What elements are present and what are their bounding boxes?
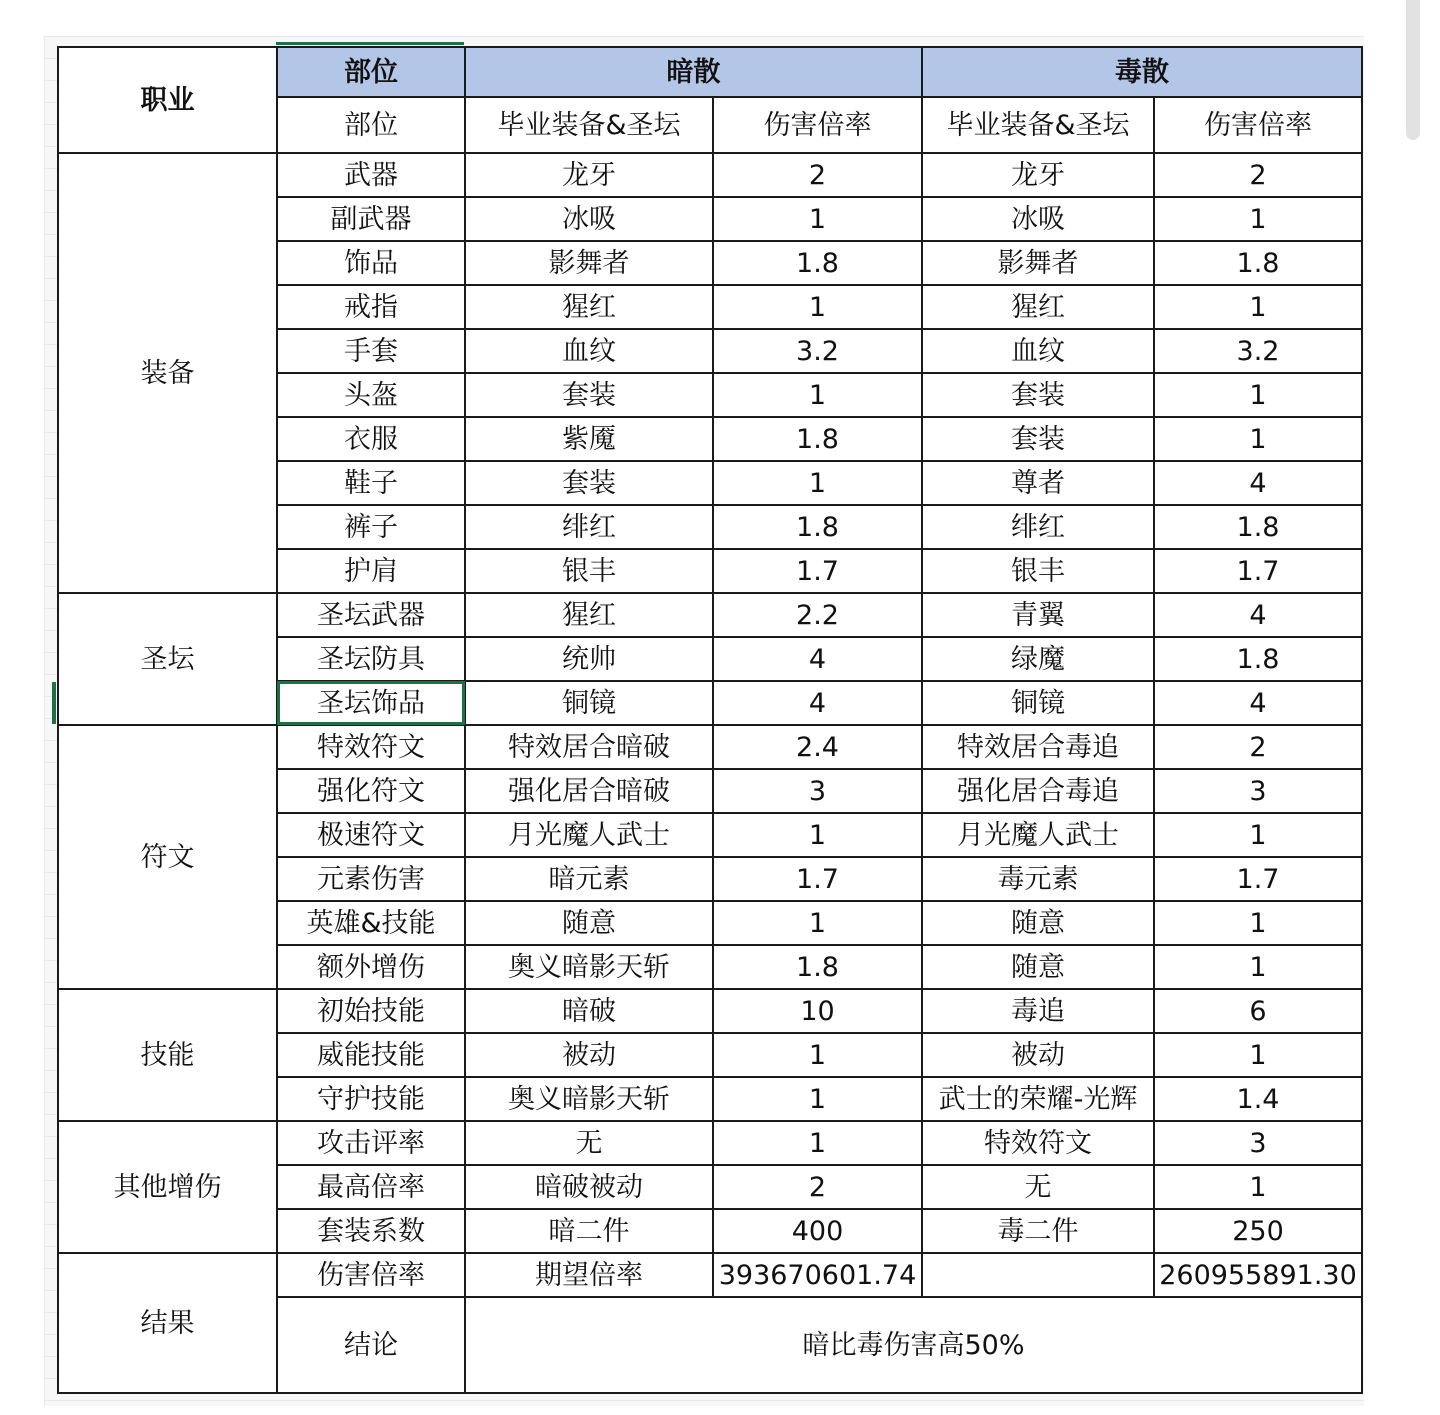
build-a-rate-cell[interactable]: 4 (713, 681, 922, 725)
build-b-rate-cell[interactable]: 1.7 (1154, 857, 1362, 901)
slot-cell[interactable]: 副武器 (277, 197, 465, 241)
build-a-gear-cell[interactable]: 龙牙 (465, 153, 713, 197)
build-a-gear-cell[interactable]: 影舞者 (465, 241, 713, 285)
selection-column-indicator (276, 42, 464, 45)
slot-cell[interactable]: 圣坛武器 (277, 593, 465, 637)
result-conclusion-slot[interactable]: 结论 (277, 1297, 465, 1393)
build-a-rate-cell[interactable]: 10 (713, 989, 922, 1033)
build-a-rate-cell[interactable]: 3.2 (713, 329, 922, 373)
result-rate-label[interactable]: 期望倍率 (465, 1253, 713, 1297)
build-b-gear-cell[interactable]: 套装 (922, 417, 1154, 461)
comparison-table (57, 46, 1363, 1394)
result-rate-a[interactable]: 393670601.74 (713, 1253, 922, 1297)
build-b-rate-cell[interactable]: 1 (1154, 417, 1362, 461)
slot-cell[interactable]: 圣坛饰品 (277, 681, 465, 725)
slot-cell[interactable]: 头盔 (277, 373, 465, 417)
slot-cell[interactable]: 套装系数 (277, 1209, 465, 1253)
result-label[interactable]: 结果 (58, 1253, 277, 1393)
result-rate-slot[interactable]: 伤害倍率 (277, 1253, 465, 1297)
table-row (58, 1121, 1362, 1165)
table-row (58, 593, 1362, 637)
group-label[interactable]: 圣坛 (58, 593, 277, 725)
build-b-gear-cell[interactable]: 被动 (922, 1033, 1154, 1077)
build-b-gear-cell[interactable]: 绿魔 (922, 637, 1154, 681)
build-a-rate-cell[interactable]: 1 (713, 1077, 922, 1121)
vertical-scrollbar[interactable] (1406, 0, 1420, 140)
build-a-gear-cell[interactable]: 暗二件 (465, 1209, 713, 1253)
subheader-a-rate[interactable]: 伤害倍率 (713, 97, 922, 153)
slot-cell[interactable]: 护肩 (277, 549, 465, 593)
build-b-rate-cell[interactable]: 1.4 (1154, 1077, 1362, 1121)
build-b-gear-cell[interactable]: 随意 (922, 945, 1154, 989)
build-b-gear-cell[interactable]: 猩红 (922, 285, 1154, 329)
build-a-rate-cell[interactable]: 1 (713, 1033, 922, 1077)
header-build-a[interactable]: 暗散 (465, 47, 922, 97)
header-slot[interactable]: 部位 (277, 47, 465, 97)
selection-row-indicator (52, 682, 56, 724)
slot-cell[interactable]: 衣服 (277, 417, 465, 461)
build-b-rate-cell[interactable]: 1 (1154, 945, 1362, 989)
header-profession[interactable]: 职业 (58, 47, 277, 153)
build-b-gear-cell[interactable]: 龙牙 (922, 153, 1154, 197)
slot-cell[interactable]: 攻击评率 (277, 1121, 465, 1165)
build-a-rate-cell[interactable]: 2.2 (713, 593, 922, 637)
build-a-gear-cell[interactable]: 暗破被动 (465, 1165, 713, 1209)
build-b-gear-cell[interactable]: 绯红 (922, 505, 1154, 549)
build-a-gear-cell[interactable]: 猩红 (465, 285, 713, 329)
build-b-gear-cell[interactable]: 套装 (922, 373, 1154, 417)
result-rate-b[interactable]: 260955891.30 (1154, 1253, 1362, 1297)
build-b-rate-cell[interactable]: 2 (1154, 153, 1362, 197)
build-b-rate-cell[interactable]: 1 (1154, 1033, 1362, 1077)
build-b-rate-cell[interactable]: 1.8 (1154, 505, 1362, 549)
build-a-rate-cell[interactable]: 1 (713, 813, 922, 857)
build-a-rate-cell[interactable]: 1 (713, 373, 922, 417)
build-b-gear-cell[interactable]: 影舞者 (922, 241, 1154, 285)
build-a-gear-cell[interactable]: 特效居合暗破 (465, 725, 713, 769)
build-a-rate-cell[interactable]: 1.8 (713, 241, 922, 285)
build-b-rate-cell[interactable]: 1 (1154, 813, 1362, 857)
build-b-rate-cell[interactable]: 3 (1154, 769, 1362, 813)
build-a-rate-cell[interactable]: 1.7 (713, 857, 922, 901)
build-a-gear-cell[interactable]: 无 (465, 1121, 713, 1165)
build-a-gear-cell[interactable]: 被动 (465, 1033, 713, 1077)
build-a-gear-cell[interactable]: 随意 (465, 901, 713, 945)
build-b-gear-cell[interactable]: 月光魔人武士 (922, 813, 1154, 857)
build-b-gear-cell[interactable]: 冰吸 (922, 197, 1154, 241)
build-a-rate-cell[interactable]: 2.4 (713, 725, 922, 769)
build-a-gear-cell[interactable]: 绯红 (465, 505, 713, 549)
build-a-gear-cell[interactable]: 猩红 (465, 593, 713, 637)
build-b-rate-cell[interactable]: 4 (1154, 681, 1362, 725)
slot-cell[interactable]: 额外增伤 (277, 945, 465, 989)
build-b-gear-cell[interactable]: 毒元素 (922, 857, 1154, 901)
build-a-rate-cell[interactable]: 400 (713, 1209, 922, 1253)
build-b-rate-cell[interactable]: 1 (1154, 901, 1362, 945)
group-label[interactable]: 符文 (58, 725, 277, 989)
build-b-gear-cell[interactable]: 血纹 (922, 329, 1154, 373)
build-b-gear-cell[interactable]: 特效居合毒追 (922, 725, 1154, 769)
build-a-rate-cell[interactable]: 2 (713, 1165, 922, 1209)
result-rate-row (58, 1253, 1362, 1297)
build-b-gear-cell[interactable]: 毒追 (922, 989, 1154, 1033)
build-a-rate-cell[interactable]: 1 (713, 197, 922, 241)
build-b-rate-cell[interactable]: 1.8 (1154, 241, 1362, 285)
slot-cell[interactable]: 英雄&技能 (277, 901, 465, 945)
build-a-rate-cell[interactable]: 1.8 (713, 417, 922, 461)
slot-cell[interactable]: 守护技能 (277, 1077, 465, 1121)
build-b-gear-cell[interactable]: 青翼 (922, 593, 1154, 637)
build-b-gear-cell[interactable]: 无 (922, 1165, 1154, 1209)
slot-cell[interactable]: 特效符文 (277, 725, 465, 769)
build-a-gear-cell[interactable]: 统帅 (465, 637, 713, 681)
result-rate-b-gear[interactable] (922, 1253, 1154, 1297)
slot-cell[interactable]: 强化符文 (277, 769, 465, 813)
build-a-gear-cell[interactable]: 暗破 (465, 989, 713, 1033)
build-b-rate-cell[interactable]: 1.7 (1154, 549, 1362, 593)
table-row (58, 989, 1362, 1033)
result-conclusion[interactable]: 暗比毒伤害高50% (465, 1297, 1362, 1393)
table-row (58, 725, 1362, 769)
group-label[interactable]: 技能 (58, 989, 277, 1121)
build-a-gear-cell[interactable]: 暗元素 (465, 857, 713, 901)
build-b-rate-cell[interactable]: 1 (1154, 285, 1362, 329)
build-a-gear-cell[interactable]: 套装 (465, 461, 713, 505)
build-a-gear-cell[interactable]: 套装 (465, 373, 713, 417)
slot-cell[interactable]: 戒指 (277, 285, 465, 329)
build-b-rate-cell[interactable]: 6 (1154, 989, 1362, 1033)
build-a-gear-cell[interactable]: 铜镜 (465, 681, 713, 725)
subheader-b-gear[interactable]: 毕业装备&圣坛 (922, 97, 1154, 153)
build-b-rate-cell[interactable]: 1 (1154, 197, 1362, 241)
build-a-rate-cell[interactable]: 1.8 (713, 505, 922, 549)
build-a-rate-cell[interactable]: 2 (713, 153, 922, 197)
header-row (58, 47, 1362, 97)
build-b-rate-cell[interactable]: 2 (1154, 725, 1362, 769)
build-a-gear-cell[interactable]: 紫魇 (465, 417, 713, 461)
build-b-gear-cell[interactable]: 毒二件 (922, 1209, 1154, 1253)
build-a-gear-cell[interactable]: 奥义暗影天斩 (465, 1077, 713, 1121)
slot-cell[interactable]: 威能技能 (277, 1033, 465, 1077)
build-b-gear-cell[interactable]: 强化居合毒追 (922, 769, 1154, 813)
build-a-gear-cell[interactable]: 血纹 (465, 329, 713, 373)
slot-cell[interactable]: 圣坛防具 (277, 637, 465, 681)
build-b-rate-cell[interactable]: 4 (1154, 461, 1362, 505)
build-a-rate-cell[interactable]: 1.7 (713, 549, 922, 593)
build-a-gear-cell[interactable]: 冰吸 (465, 197, 713, 241)
build-a-gear-cell[interactable]: 银丰 (465, 549, 713, 593)
build-a-gear-cell[interactable]: 月光魔人武士 (465, 813, 713, 857)
subheader-slot[interactable]: 部位 (277, 97, 465, 153)
build-a-rate-cell[interactable]: 4 (713, 637, 922, 681)
build-a-rate-cell[interactable]: 1 (713, 1121, 922, 1165)
build-a-rate-cell[interactable]: 1 (713, 285, 922, 329)
header-build-b[interactable]: 毒散 (922, 47, 1362, 97)
build-a-rate-cell[interactable]: 1.8 (713, 945, 922, 989)
build-a-rate-cell[interactable]: 1 (713, 461, 922, 505)
build-b-rate-cell[interactable]: 4 (1154, 593, 1362, 637)
build-b-rate-cell[interactable]: 3 (1154, 1121, 1362, 1165)
build-a-rate-cell[interactable]: 1 (713, 901, 922, 945)
build-b-gear-cell[interactable]: 尊者 (922, 461, 1154, 505)
slot-cell[interactable]: 鞋子 (277, 461, 465, 505)
slot-cell[interactable]: 武器 (277, 153, 465, 197)
slot-cell[interactable]: 饰品 (277, 241, 465, 285)
build-a-rate-cell[interactable]: 3 (713, 769, 922, 813)
build-b-rate-cell[interactable]: 1 (1154, 373, 1362, 417)
slot-cell[interactable]: 最高倍率 (277, 1165, 465, 1209)
slot-cell[interactable]: 裤子 (277, 505, 465, 549)
build-b-rate-cell[interactable]: 1 (1154, 1165, 1362, 1209)
build-b-gear-cell[interactable]: 武士的荣耀-光辉 (922, 1077, 1154, 1121)
slot-cell[interactable]: 极速符文 (277, 813, 465, 857)
build-a-gear-cell[interactable]: 强化居合暗破 (465, 769, 713, 813)
build-b-gear-cell[interactable]: 铜镜 (922, 681, 1154, 725)
group-label[interactable]: 其他增伤 (58, 1121, 277, 1253)
build-b-rate-cell[interactable]: 3.2 (1154, 329, 1362, 373)
build-b-gear-cell[interactable]: 银丰 (922, 549, 1154, 593)
build-b-rate-cell[interactable]: 1.8 (1154, 637, 1362, 681)
build-a-gear-cell[interactable]: 奥义暗影天斩 (465, 945, 713, 989)
slot-cell[interactable]: 初始技能 (277, 989, 465, 1033)
subheader-b-rate[interactable]: 伤害倍率 (1154, 97, 1362, 153)
group-label[interactable]: 装备 (58, 153, 277, 593)
build-b-gear-cell[interactable]: 随意 (922, 901, 1154, 945)
subheader-a-gear[interactable]: 毕业装备&圣坛 (465, 97, 713, 153)
slot-cell[interactable]: 手套 (277, 329, 465, 373)
build-b-gear-cell[interactable]: 特效符文 (922, 1121, 1154, 1165)
table-row (58, 153, 1362, 197)
slot-cell[interactable]: 元素伤害 (277, 857, 465, 901)
build-b-rate-cell[interactable]: 250 (1154, 1209, 1362, 1253)
